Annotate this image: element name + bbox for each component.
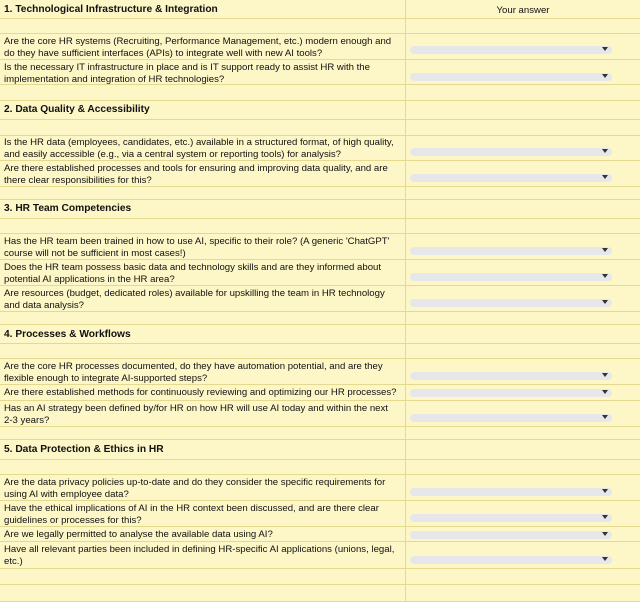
question-row <box>0 475 640 501</box>
section-title: 4. Processes & Workflows <box>4 329 131 340</box>
question-text: Are there established processes and tools for ensuring and improving data quality, and are there clear responsibilities for this? <box>4 163 388 186</box>
chevron-down-icon <box>602 149 608 153</box>
question-row <box>0 161 640 187</box>
answer-dropdown[interactable] <box>410 372 612 380</box>
chevron-down-icon <box>602 489 608 493</box>
answer-dropdown[interactable] <box>410 414 612 422</box>
chevron-down-icon <box>602 274 608 278</box>
chevron-down-icon <box>602 300 608 304</box>
question-row <box>0 359 640 385</box>
question-row <box>0 136 640 161</box>
answer-dropdown[interactable] <box>410 148 612 156</box>
spacer-row <box>0 427 640 440</box>
question-row <box>0 542 640 569</box>
answer-dropdown[interactable] <box>410 247 612 255</box>
answer-dropdown[interactable] <box>410 389 612 397</box>
chevron-down-icon <box>602 415 608 419</box>
section-title: 2. Data Quality & Accessibility <box>4 104 150 115</box>
chevron-down-icon <box>602 532 608 536</box>
question-text: Are the core HR processes documented, do they have automation potential, and are they flexible enough to integrate AI-supported steps? <box>4 361 383 384</box>
question-row <box>0 501 640 527</box>
section-header-row <box>0 440 640 460</box>
section-header-row <box>0 325 640 344</box>
answer-column-header: Your answer <box>496 5 550 16</box>
question-row <box>0 260 640 286</box>
chevron-down-icon <box>602 248 608 252</box>
chevron-down-icon <box>602 390 608 394</box>
spacer-row <box>0 19 640 34</box>
question-text: Is the HR data (employees, candidates, etc.) available in a structured format, of high quality, and easily accessible (e.g., via a central system or reporting tools) for analysis? <box>4 137 394 160</box>
question-text: Are resources (budget, dedicated roles) available for upskilling the team in HR technology and data analysis? <box>4 288 385 311</box>
spacer-row <box>0 219 640 234</box>
question-text: Have all relevant parties been included in defining HR-specific AI applications (unions, legal, etc.) <box>4 544 395 567</box>
answer-dropdown[interactable] <box>410 299 612 307</box>
section-header-row <box>0 101 640 120</box>
section-title: 5. Data Protection & Ethics in HR <box>4 444 164 455</box>
question-row <box>0 60 640 85</box>
section-title: 1. Technological Infrastructure & Integration <box>4 4 218 15</box>
question-row <box>0 401 640 427</box>
spacer-row <box>0 187 640 200</box>
chevron-down-icon <box>602 373 608 377</box>
answer-dropdown[interactable] <box>410 556 612 564</box>
spacer-row <box>0 120 640 136</box>
spacer-row <box>0 585 640 602</box>
section-header-row <box>0 200 640 219</box>
question-text: Have the ethical implications of AI in the HR context been discussed, and are there clear guidelines or processes for this? <box>4 503 379 526</box>
question-row <box>0 385 640 401</box>
section-title: 3. HR Team Competencies <box>4 203 132 214</box>
question-text: Are the core HR systems (Recruiting, Performance Management, etc.) modern enough and do they have sufficient interfaces (APIs) to integrate well with new AI tools? <box>4 36 392 59</box>
question-row <box>0 527 640 542</box>
answer-dropdown[interactable] <box>410 531 612 539</box>
question-text: Are the data privacy policies up-to-date and do they consider the specific requirements for using AI with employee data? <box>4 477 386 500</box>
chevron-down-icon <box>602 515 608 519</box>
question-text: Has an AI strategy been defined by/for HR on how HR will use AI today and within the next 2-3 years? <box>4 403 388 426</box>
chevron-down-icon <box>602 175 608 179</box>
chevron-down-icon <box>602 74 608 78</box>
answer-dropdown[interactable] <box>410 174 612 182</box>
question-row <box>0 286 640 312</box>
answer-dropdown[interactable] <box>410 514 612 522</box>
section-header-row <box>0 0 640 19</box>
spacer-row <box>0 460 640 475</box>
spacer-row <box>0 85 640 101</box>
question-row <box>0 234 640 260</box>
spacer-row <box>0 569 640 585</box>
answer-dropdown[interactable] <box>410 273 612 281</box>
chevron-down-icon <box>602 47 608 51</box>
chevron-down-icon <box>602 557 608 561</box>
question-text: Are there established methods for continuously reviewing and optimizing our HR processes? <box>4 387 397 398</box>
question-text: Are we legally permitted to analyse the available data using AI? <box>4 529 273 540</box>
spacer-row <box>0 312 640 325</box>
question-text: Is the necessary IT infrastructure in place and is IT support ready to assist HR with the implementation and integration of HR technologies? <box>4 62 370 85</box>
spacer-row <box>0 344 640 359</box>
answer-dropdown[interactable] <box>410 46 612 54</box>
question-text: Does the HR team possess basic data and technology skills and are they informed about potential AI applications in the HR area? <box>4 262 382 285</box>
question-text: Has the HR team been trained in how to use AI, specific to their role? (A generic 'ChatGPT' course will not be sufficient in most cases!) <box>4 236 390 259</box>
answer-dropdown[interactable] <box>410 488 612 496</box>
answer-dropdown[interactable] <box>410 73 612 81</box>
question-row <box>0 34 640 60</box>
